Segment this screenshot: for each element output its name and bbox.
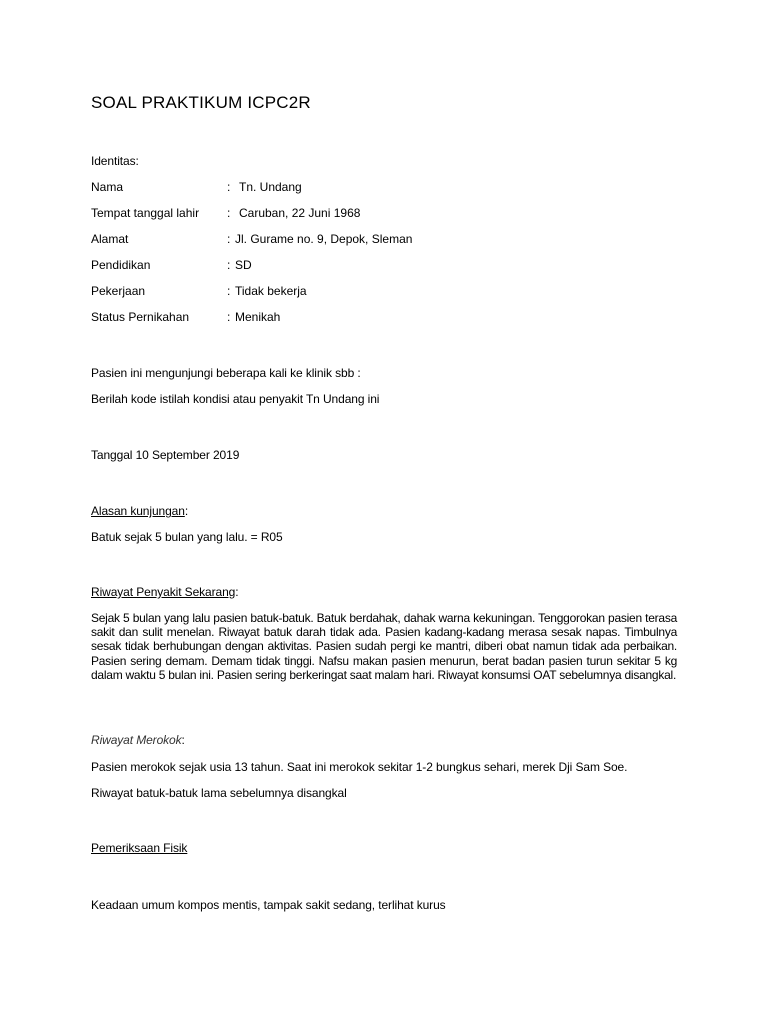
reason-text: Batuk sejak 5 bulan yang lalu. = R05 <box>91 530 283 544</box>
identity-label: Tempat tanggal lahir <box>91 206 200 220</box>
identity-value: Menikah <box>235 310 281 324</box>
smoking-heading-text: Riwayat Merokok <box>91 733 182 747</box>
identity-label: Pekerjaan <box>91 284 146 298</box>
smoking-heading: Riwayat Merokok: <box>91 733 185 747</box>
reason-heading-text: Alasan kunjungan <box>91 504 185 518</box>
colon-separator: : <box>227 258 231 272</box>
identity-value: Tidak bekerja <box>235 284 307 298</box>
history-heading: Riwayat Penyakit Sekarang: <box>91 585 239 599</box>
colon-separator: : <box>227 206 231 220</box>
identity-value: Jl. Gurame no. 9, Depok, Sleman <box>235 232 413 246</box>
identity-value: Tn. Undang <box>239 180 302 194</box>
history-paragraph: Sejak 5 bulan yang lalu pasien batuk-batuk. Batuk berdahak, dahak warna kekuningan. Tenggorokan pasien terasa sakit dan sulit menelan. Riwayat batuk darah tidak ada. Pasien kadang-kadang merasa sesak napas. Timbulnya sesak tidak berhubungan dengan aktivitas. Pasien sudah pergi ke mantri, diberi obat namun tidak ada perbaikan. Pasien sering demam. Demam tidak tinggi. Nafsu makan pasien menurun, berat badan pasien turun sekitar 5 kg dalam waktu 5 bulan ini. Pasien sering berkeringat saat malam hari. Riwayat konsumsi OAT sebelumnya disangkal. <box>91 611 677 682</box>
colon-separator: : <box>227 232 231 246</box>
identity-heading: Identitas: <box>91 154 139 168</box>
identity-label: Pendidikan <box>91 258 151 272</box>
exam-text: Keadaan umum kompos mentis, tampak sakit sedang, terlihat kurus <box>91 898 446 912</box>
reason-heading: Alasan kunjungan: <box>91 504 189 518</box>
colon-separator: : <box>227 284 231 298</box>
colon-separator: : <box>227 180 231 194</box>
exam-heading: Pemeriksaan Fisik <box>91 841 188 855</box>
identity-value: SD <box>235 258 252 272</box>
instruction-line: Berilah kode istilah kondisi atau penyakit Tn Undang ini <box>91 392 380 406</box>
colon-separator: : <box>227 310 231 324</box>
cough-history: Riwayat batuk-batuk lama sebelumnya disangkal <box>91 786 347 800</box>
smoking-text: Pasien merokok sejak usia 13 tahun. Saat ini merokok sekitar 1-2 bungkus sehari, merek Dji Sam Soe. <box>91 760 628 774</box>
identity-label: Status Pernikahan <box>91 310 190 324</box>
identity-value: Caruban, 22 Juni 1968 <box>239 206 361 220</box>
identity-label: Alamat <box>91 232 129 246</box>
visit-date: Tanggal 10 September 2019 <box>91 448 240 462</box>
history-heading-text: Riwayat Penyakit Sekarang <box>91 585 236 599</box>
intro-line: Pasien ini mengunjungi beberapa kali ke klinik sbb : <box>91 366 361 380</box>
identity-label: Nama <box>91 180 124 194</box>
document-title: SOAL PRAKTIKUM ICPC2R <box>91 93 311 112</box>
